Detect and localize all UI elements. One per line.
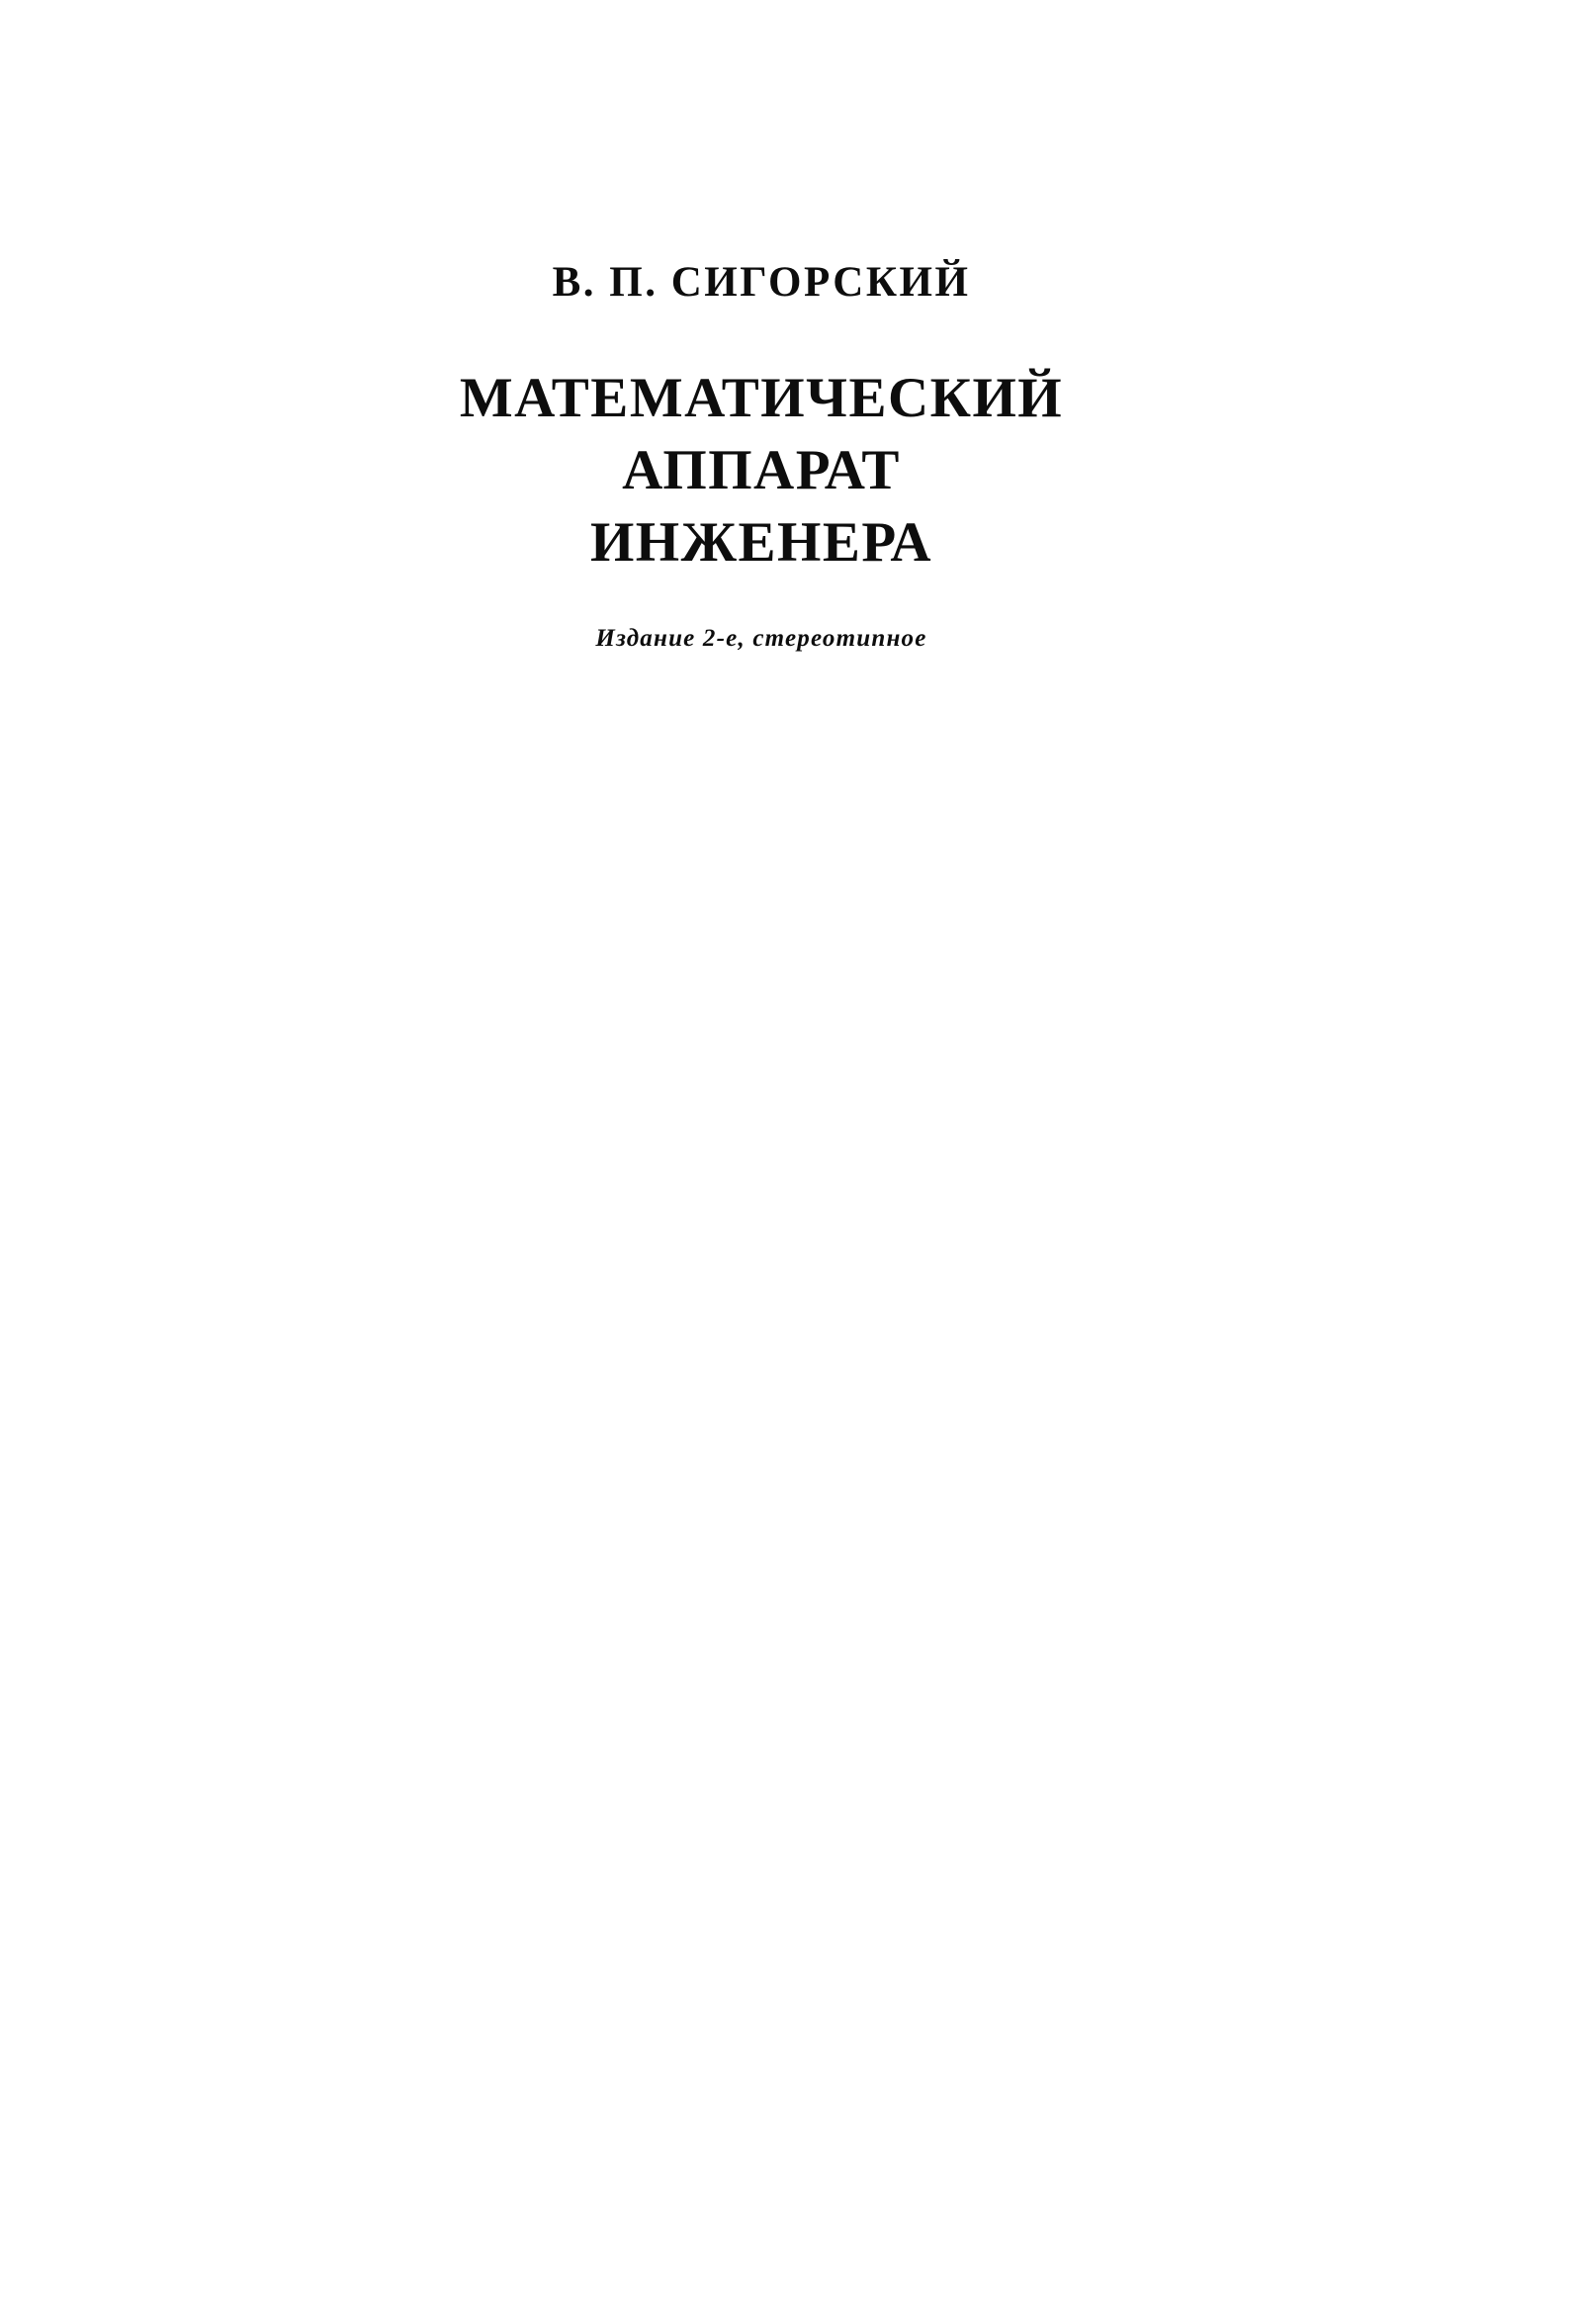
page-title-line-2: АППАРАТ <box>622 439 901 502</box>
page-title <box>0 306 1523 580</box>
edition-statement: Издание 2-е, стереотипное <box>595 625 927 653</box>
author-name: В. П. СИГОРСКИЙ <box>552 259 971 306</box>
page-title-line-3: ИНЖЕНЕРА <box>589 511 933 575</box>
title-block <box>0 259 1523 653</box>
page-title-line-1: МАТЕМАТИЧЕСКИЙ <box>459 367 1064 430</box>
